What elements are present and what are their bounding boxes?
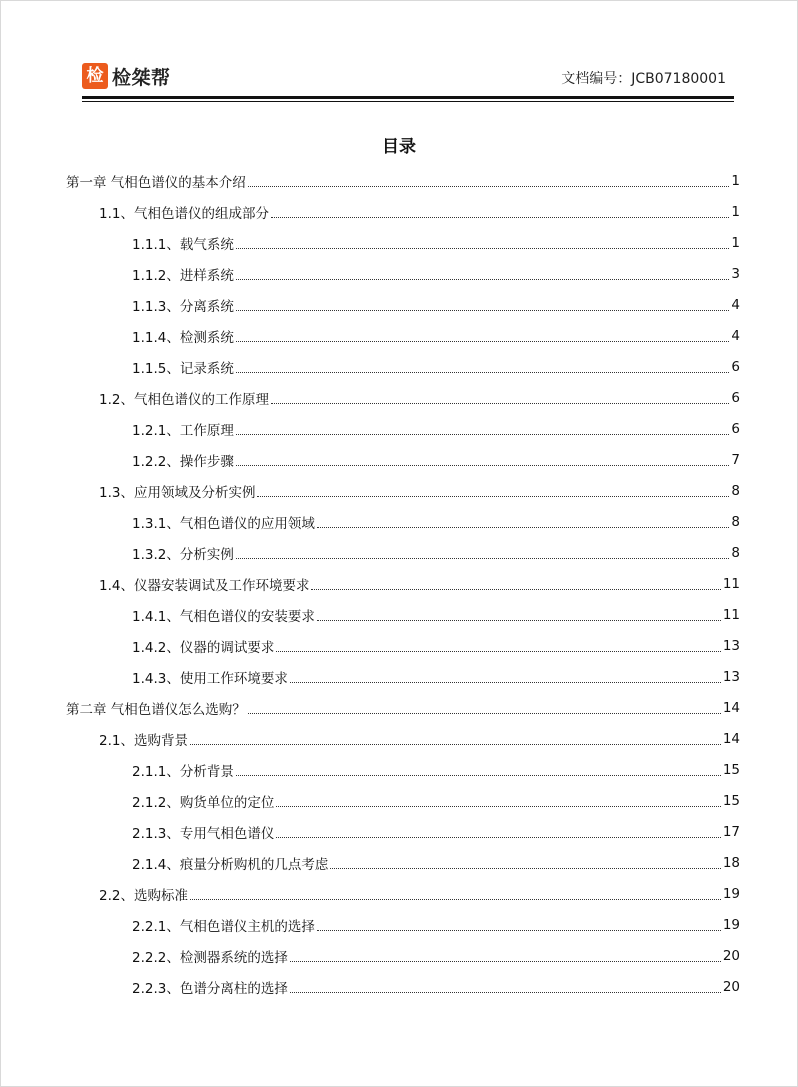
toc-entry[interactable] bbox=[66, 630, 740, 661]
toc-entry-page-number: 14 bbox=[722, 699, 740, 716]
toc-entry-label: 2.1.3、专用气相色谱仪 bbox=[132, 825, 275, 842]
toc-dot-leader bbox=[236, 247, 730, 249]
logo-mark: 检 bbox=[82, 63, 108, 89]
toc-entry-page-number: 13 bbox=[722, 668, 740, 685]
toc-entry[interactable] bbox=[66, 227, 740, 258]
toc-entry[interactable] bbox=[66, 909, 740, 940]
toc-dot-leader bbox=[317, 619, 721, 621]
toc-entry[interactable] bbox=[66, 351, 740, 382]
toc-entry-label: 1.1.4、检测系统 bbox=[132, 329, 234, 346]
toc-entry-page-number: 8 bbox=[731, 544, 740, 561]
toc-entry-page-number: 3 bbox=[731, 265, 740, 282]
toc-entry[interactable] bbox=[66, 165, 740, 196]
toc-entry[interactable] bbox=[66, 444, 740, 475]
toc-dot-leader bbox=[236, 433, 730, 435]
toc-entry-page-number: 6 bbox=[731, 420, 740, 437]
toc-entry[interactable] bbox=[66, 785, 740, 816]
toc-entry-page-number: 20 bbox=[722, 978, 740, 995]
toc-entry-label: 1.2.1、工作原理 bbox=[132, 422, 234, 439]
toc-entry-label: 1.4.1、气相色谱仪的安装要求 bbox=[132, 608, 315, 625]
toc-entry-page-number: 1 bbox=[731, 203, 740, 220]
toc-entry-page-number: 1 bbox=[731, 234, 740, 251]
toc-entry-label: 1.1.1、载气系统 bbox=[132, 236, 234, 253]
toc-entry-label: 2.2、选购标准 bbox=[99, 887, 188, 904]
toc-entry[interactable] bbox=[66, 258, 740, 289]
toc-entry-label: 2.1.2、购货单位的定位 bbox=[132, 794, 275, 811]
toc-entry-label: 1.2、气相色谱仪的工作原理 bbox=[99, 391, 269, 408]
toc-dot-leader bbox=[290, 991, 721, 993]
toc-dot-leader bbox=[317, 526, 730, 528]
toc-dot-leader bbox=[276, 650, 720, 652]
toc-entry-label: 2.1.1、分析背景 bbox=[132, 763, 234, 780]
toc-entry[interactable] bbox=[66, 816, 740, 847]
toc-dot-leader bbox=[257, 495, 729, 497]
logo bbox=[82, 62, 171, 90]
toc-entry-label: 1.1.5、记录系统 bbox=[132, 360, 234, 377]
toc-entry-label: 1.4、仪器安装调试及工作环境要求 bbox=[99, 577, 310, 594]
page-header bbox=[82, 62, 734, 92]
toc-dot-leader bbox=[236, 309, 730, 311]
toc-entry-page-number: 6 bbox=[731, 389, 740, 406]
toc-entry-page-number: 11 bbox=[722, 606, 740, 623]
toc-entry[interactable] bbox=[66, 661, 740, 692]
toc-dot-leader bbox=[236, 464, 730, 466]
toc-entry-page-number: 15 bbox=[722, 792, 740, 809]
toc-dot-leader bbox=[190, 898, 721, 900]
toc-entry-label: 1.3、应用领域及分析实例 bbox=[99, 484, 256, 501]
toc-entry[interactable] bbox=[66, 382, 740, 413]
toc-entry-page-number: 8 bbox=[731, 482, 740, 499]
toc-entry[interactable] bbox=[66, 723, 740, 754]
toc-entry-page-number: 4 bbox=[731, 296, 740, 313]
toc-dot-leader bbox=[317, 929, 721, 931]
toc-entry-page-number: 18 bbox=[722, 854, 740, 871]
toc-entry-label: 第二章 气相色谱仪怎么选购？ bbox=[66, 701, 246, 718]
toc-entry[interactable] bbox=[66, 692, 740, 723]
toc-entry-page-number: 17 bbox=[722, 823, 740, 840]
toc-entry[interactable] bbox=[66, 475, 740, 506]
toc-entry-label: 2.1、选购背景 bbox=[99, 732, 188, 749]
table-of-contents bbox=[66, 165, 740, 1002]
toc-entry-label: 2.1.4、痕量分析购机的几点考虑 bbox=[132, 856, 329, 873]
toc-entry-page-number: 6 bbox=[731, 358, 740, 375]
toc-entry-page-number: 1 bbox=[731, 172, 740, 189]
toc-entry[interactable] bbox=[66, 537, 740, 568]
toc-entry-label: 1.1.2、进样系统 bbox=[132, 267, 234, 284]
toc-entry-page-number: 15 bbox=[722, 761, 740, 778]
toc-entry-label: 1.4.2、仪器的调试要求 bbox=[132, 639, 275, 656]
toc-dot-leader bbox=[236, 371, 730, 373]
toc-dot-leader bbox=[236, 340, 730, 342]
toc-entry-label: 1.3.1、气相色谱仪的应用领域 bbox=[132, 515, 315, 532]
toc-dot-leader bbox=[276, 836, 720, 838]
toc-entry[interactable] bbox=[66, 289, 740, 320]
toc-entry-label: 1.4.3、使用工作环境要求 bbox=[132, 670, 288, 687]
toc-entry-page-number: 19 bbox=[722, 916, 740, 933]
toc-entry[interactable] bbox=[66, 196, 740, 227]
document-number: 文档编号：JCB07180001 bbox=[561, 71, 726, 87]
header-rule-thin bbox=[82, 101, 734, 102]
header-rule-thick bbox=[82, 96, 734, 99]
toc-dot-leader bbox=[290, 960, 721, 962]
toc-entry[interactable] bbox=[66, 940, 740, 971]
toc-entry-label: 1.1.3、分离系统 bbox=[132, 298, 234, 315]
toc-dot-leader bbox=[271, 402, 729, 404]
toc-dot-leader bbox=[271, 216, 729, 218]
toc-entry[interactable] bbox=[66, 878, 740, 909]
toc-entry-label: 1.1、气相色谱仪的组成部分 bbox=[99, 205, 269, 222]
toc-entry-page-number: 19 bbox=[722, 885, 740, 902]
toc-dot-leader bbox=[236, 278, 730, 280]
toc-entry-label: 1.3.2、分析实例 bbox=[132, 546, 234, 563]
toc-dot-leader bbox=[330, 867, 720, 869]
toc-dot-leader bbox=[248, 185, 730, 187]
toc-entry-label: 2.2.1、气相色谱仪主机的选择 bbox=[132, 918, 315, 935]
toc-entry[interactable] bbox=[66, 506, 740, 537]
toc-entry[interactable] bbox=[66, 971, 740, 1002]
toc-dot-leader bbox=[236, 774, 721, 776]
toc-entry[interactable] bbox=[66, 413, 740, 444]
toc-title: 目录 bbox=[382, 137, 416, 157]
toc-entry[interactable] bbox=[66, 320, 740, 351]
toc-entry-page-number: 11 bbox=[722, 575, 740, 592]
logo-text: 检桀帮 bbox=[112, 66, 171, 89]
toc-entry-label: 第一章 气相色谱仪的基本介绍 bbox=[66, 174, 246, 191]
toc-entry[interactable] bbox=[66, 599, 740, 630]
toc-dot-leader bbox=[276, 805, 720, 807]
toc-entry-page-number: 8 bbox=[731, 513, 740, 530]
toc-dot-leader bbox=[290, 681, 721, 683]
toc-entry-page-number: 14 bbox=[722, 730, 740, 747]
toc-entry[interactable] bbox=[66, 847, 740, 878]
toc-entry-label: 2.2.2、检测器系统的选择 bbox=[132, 949, 288, 966]
toc-entry-page-number: 4 bbox=[731, 327, 740, 344]
toc-entry[interactable] bbox=[66, 754, 740, 785]
toc-entry-page-number: 13 bbox=[722, 637, 740, 654]
toc-dot-leader bbox=[311, 588, 720, 590]
toc-entry[interactable] bbox=[66, 568, 740, 599]
toc-dot-leader bbox=[236, 557, 730, 559]
toc-entry-label: 2.2.3、色谱分离柱的选择 bbox=[132, 980, 288, 997]
toc-entry-page-number: 7 bbox=[731, 451, 740, 468]
toc-dot-leader bbox=[190, 743, 721, 745]
toc-entry-label: 1.2.2、操作步骤 bbox=[132, 453, 234, 470]
toc-entry-page-number: 20 bbox=[722, 947, 740, 964]
toc-dot-leader bbox=[248, 712, 721, 714]
